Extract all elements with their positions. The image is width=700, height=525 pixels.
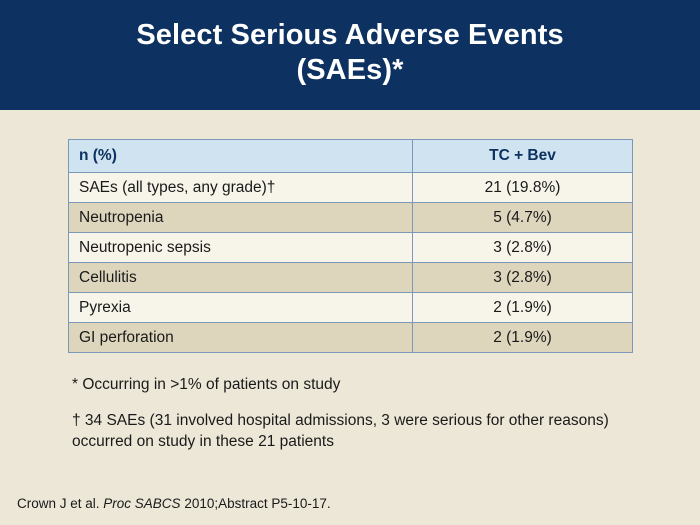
footnote-dagger: † 34 SAEs (31 involved hospital admissions, 3 were serious for other reasons) occurred on study in these 21 patients: [72, 412, 609, 450]
citation: [17, 496, 331, 511]
row-value: 21 (19.8%): [413, 173, 633, 203]
row-label: SAEs (all types, any grade)†: [69, 173, 413, 203]
row-value: 2 (1.9%): [413, 323, 633, 353]
citation-source: Proc SABCS: [103, 496, 181, 511]
row-value: 5 (4.7%): [413, 203, 633, 233]
slide-header: [0, 0, 700, 110]
table-header-row: [69, 140, 633, 173]
row-label: GI perforation: [69, 323, 413, 353]
table-row: [69, 323, 633, 353]
footnotes: [72, 375, 632, 452]
row-label: Pyrexia: [69, 293, 413, 323]
row-value: 3 (2.8%): [413, 233, 633, 263]
table-row: [69, 173, 633, 203]
table-row: [69, 263, 633, 293]
column-header-tc-bev: TC + Bev: [413, 140, 633, 173]
table-row: [69, 203, 633, 233]
row-label: Neutropenia: [69, 203, 413, 233]
page-title-line1: Select Serious Adverse Events: [136, 18, 564, 51]
page-title-line2: (SAEs)*: [296, 54, 404, 86]
row-label: Cellulitis: [69, 263, 413, 293]
citation-prefix: Crown J et al.: [17, 496, 104, 511]
row-value: 2 (1.9%): [413, 293, 633, 323]
sae-table: [68, 139, 633, 353]
column-header-events: n (%): [69, 140, 413, 173]
table-row: [69, 233, 633, 263]
citation-suffix: 2010;Abstract P5-10-17.: [180, 496, 331, 511]
table-row: [69, 293, 633, 323]
footnote-asterisk: * Occurring in >1% of patients on study: [72, 376, 341, 393]
slide-content: [0, 139, 700, 452]
row-value: 3 (2.8%): [413, 263, 633, 293]
row-label: Neutropenic sepsis: [69, 233, 413, 263]
